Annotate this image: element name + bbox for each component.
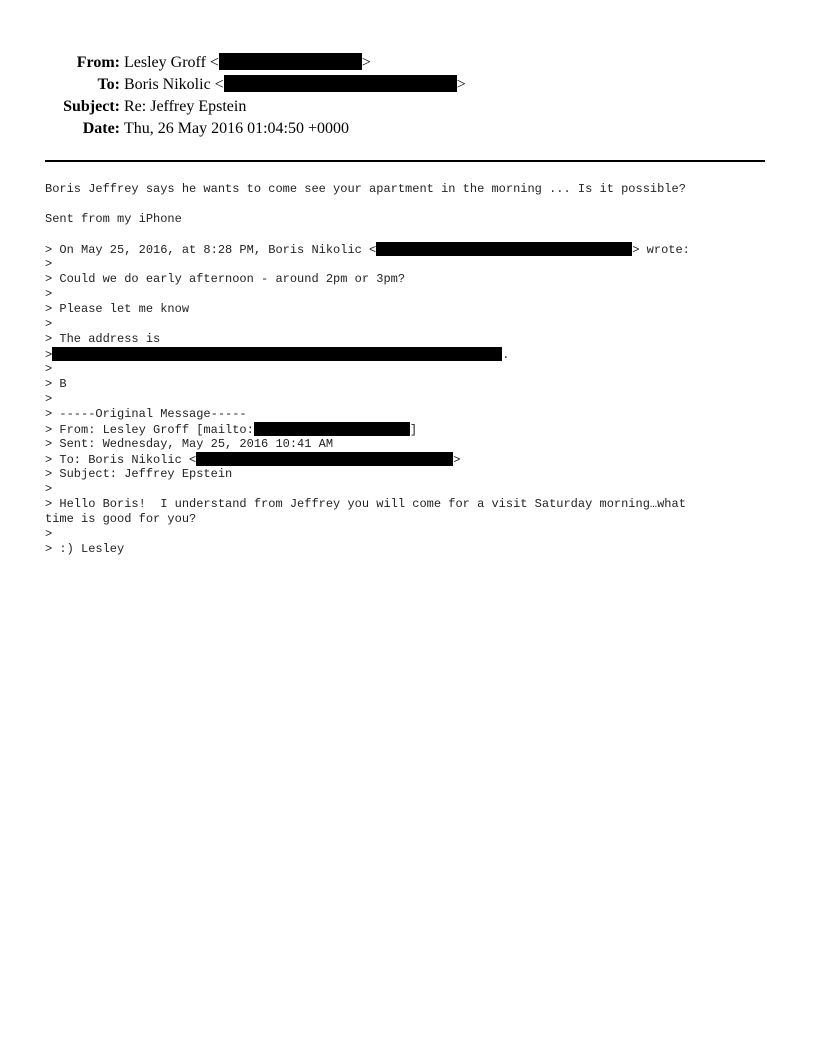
email-body xyxy=(45,182,765,557)
subject-label: Subject: xyxy=(63,98,120,115)
message-line: Boris Jeffrey says he wants to come see your apartment in the morning ... Is it possible? xyxy=(45,182,686,196)
to-label: To: xyxy=(97,76,120,93)
redaction-block xyxy=(254,422,410,436)
quote-on-pre: > On May 25, 2016, at 8:28 PM, Boris Nikolic < xyxy=(45,243,377,257)
to-row xyxy=(0,74,816,96)
quote-from-line xyxy=(45,422,765,437)
redaction-block xyxy=(196,452,453,466)
from-row xyxy=(0,52,816,74)
quote-blank-line: > xyxy=(45,362,53,376)
from-label: From: xyxy=(76,54,120,71)
email-header xyxy=(0,52,816,140)
quote-to-pre: > To: Boris Nikolic < xyxy=(45,453,197,467)
to-name: Boris Nikolic < xyxy=(124,76,224,93)
quote-address-line xyxy=(45,347,765,362)
date-value: Thu, 26 May 2016 01:04:50 +0000 xyxy=(124,120,350,137)
quote-to-line xyxy=(45,452,765,467)
quote-blank-line: > xyxy=(45,287,53,301)
quote-line: > The address is xyxy=(45,332,161,346)
subject-value: Re: Jeffrey Epstein xyxy=(124,98,247,115)
quote-blank-line: > xyxy=(45,392,53,406)
quote-line: > Hello Boris! I understand from Jeffrey you will come for a visit Saturday morning…what xyxy=(45,497,686,511)
quote-line: > B xyxy=(45,377,67,391)
spacer xyxy=(45,197,765,212)
quote-from-pre: > From: Lesley Groff [mailto: xyxy=(45,423,254,437)
to-close: > xyxy=(456,76,466,93)
quote-to-post: > xyxy=(453,453,461,467)
redaction-block xyxy=(376,242,632,256)
from-close: > xyxy=(361,54,371,71)
quote-address-post: . xyxy=(502,348,510,362)
quote-line: > -----Original Message----- xyxy=(45,407,247,421)
quote-line: > Could we do early afternoon - around 2pm or 3pm? xyxy=(45,272,406,286)
spacer xyxy=(45,227,765,242)
from-name: Lesley Groff < xyxy=(124,54,219,71)
quote-line: time is good for you? xyxy=(45,512,197,526)
subject-row xyxy=(0,96,816,118)
quote-header-line xyxy=(45,242,765,257)
quote-on-post: > wrote: xyxy=(632,243,690,257)
quote-address-pre: > xyxy=(45,348,53,362)
signature-line: Sent from my iPhone xyxy=(45,212,182,226)
quote-line: > :) Lesley xyxy=(45,542,125,556)
quote-blank-line: > xyxy=(45,527,53,541)
quote-blank-line: > xyxy=(45,257,53,271)
date-label: Date: xyxy=(82,120,120,137)
quote-blank-line: > xyxy=(45,317,53,331)
date-row xyxy=(0,118,816,140)
redaction-block xyxy=(224,75,457,92)
to-value xyxy=(124,74,466,96)
quote-blank-line: > xyxy=(45,482,53,496)
quote-line: > Please let me know xyxy=(45,302,190,316)
quote-line: > Subject: Jeffrey Epstein xyxy=(45,467,233,481)
quote-line: > Sent: Wednesday, May 25, 2016 10:41 AM xyxy=(45,437,334,451)
header-divider xyxy=(45,160,765,162)
from-value xyxy=(124,52,371,74)
redaction-block xyxy=(219,53,362,70)
redaction-block xyxy=(52,347,502,361)
quote-from-post: ] xyxy=(409,423,418,437)
